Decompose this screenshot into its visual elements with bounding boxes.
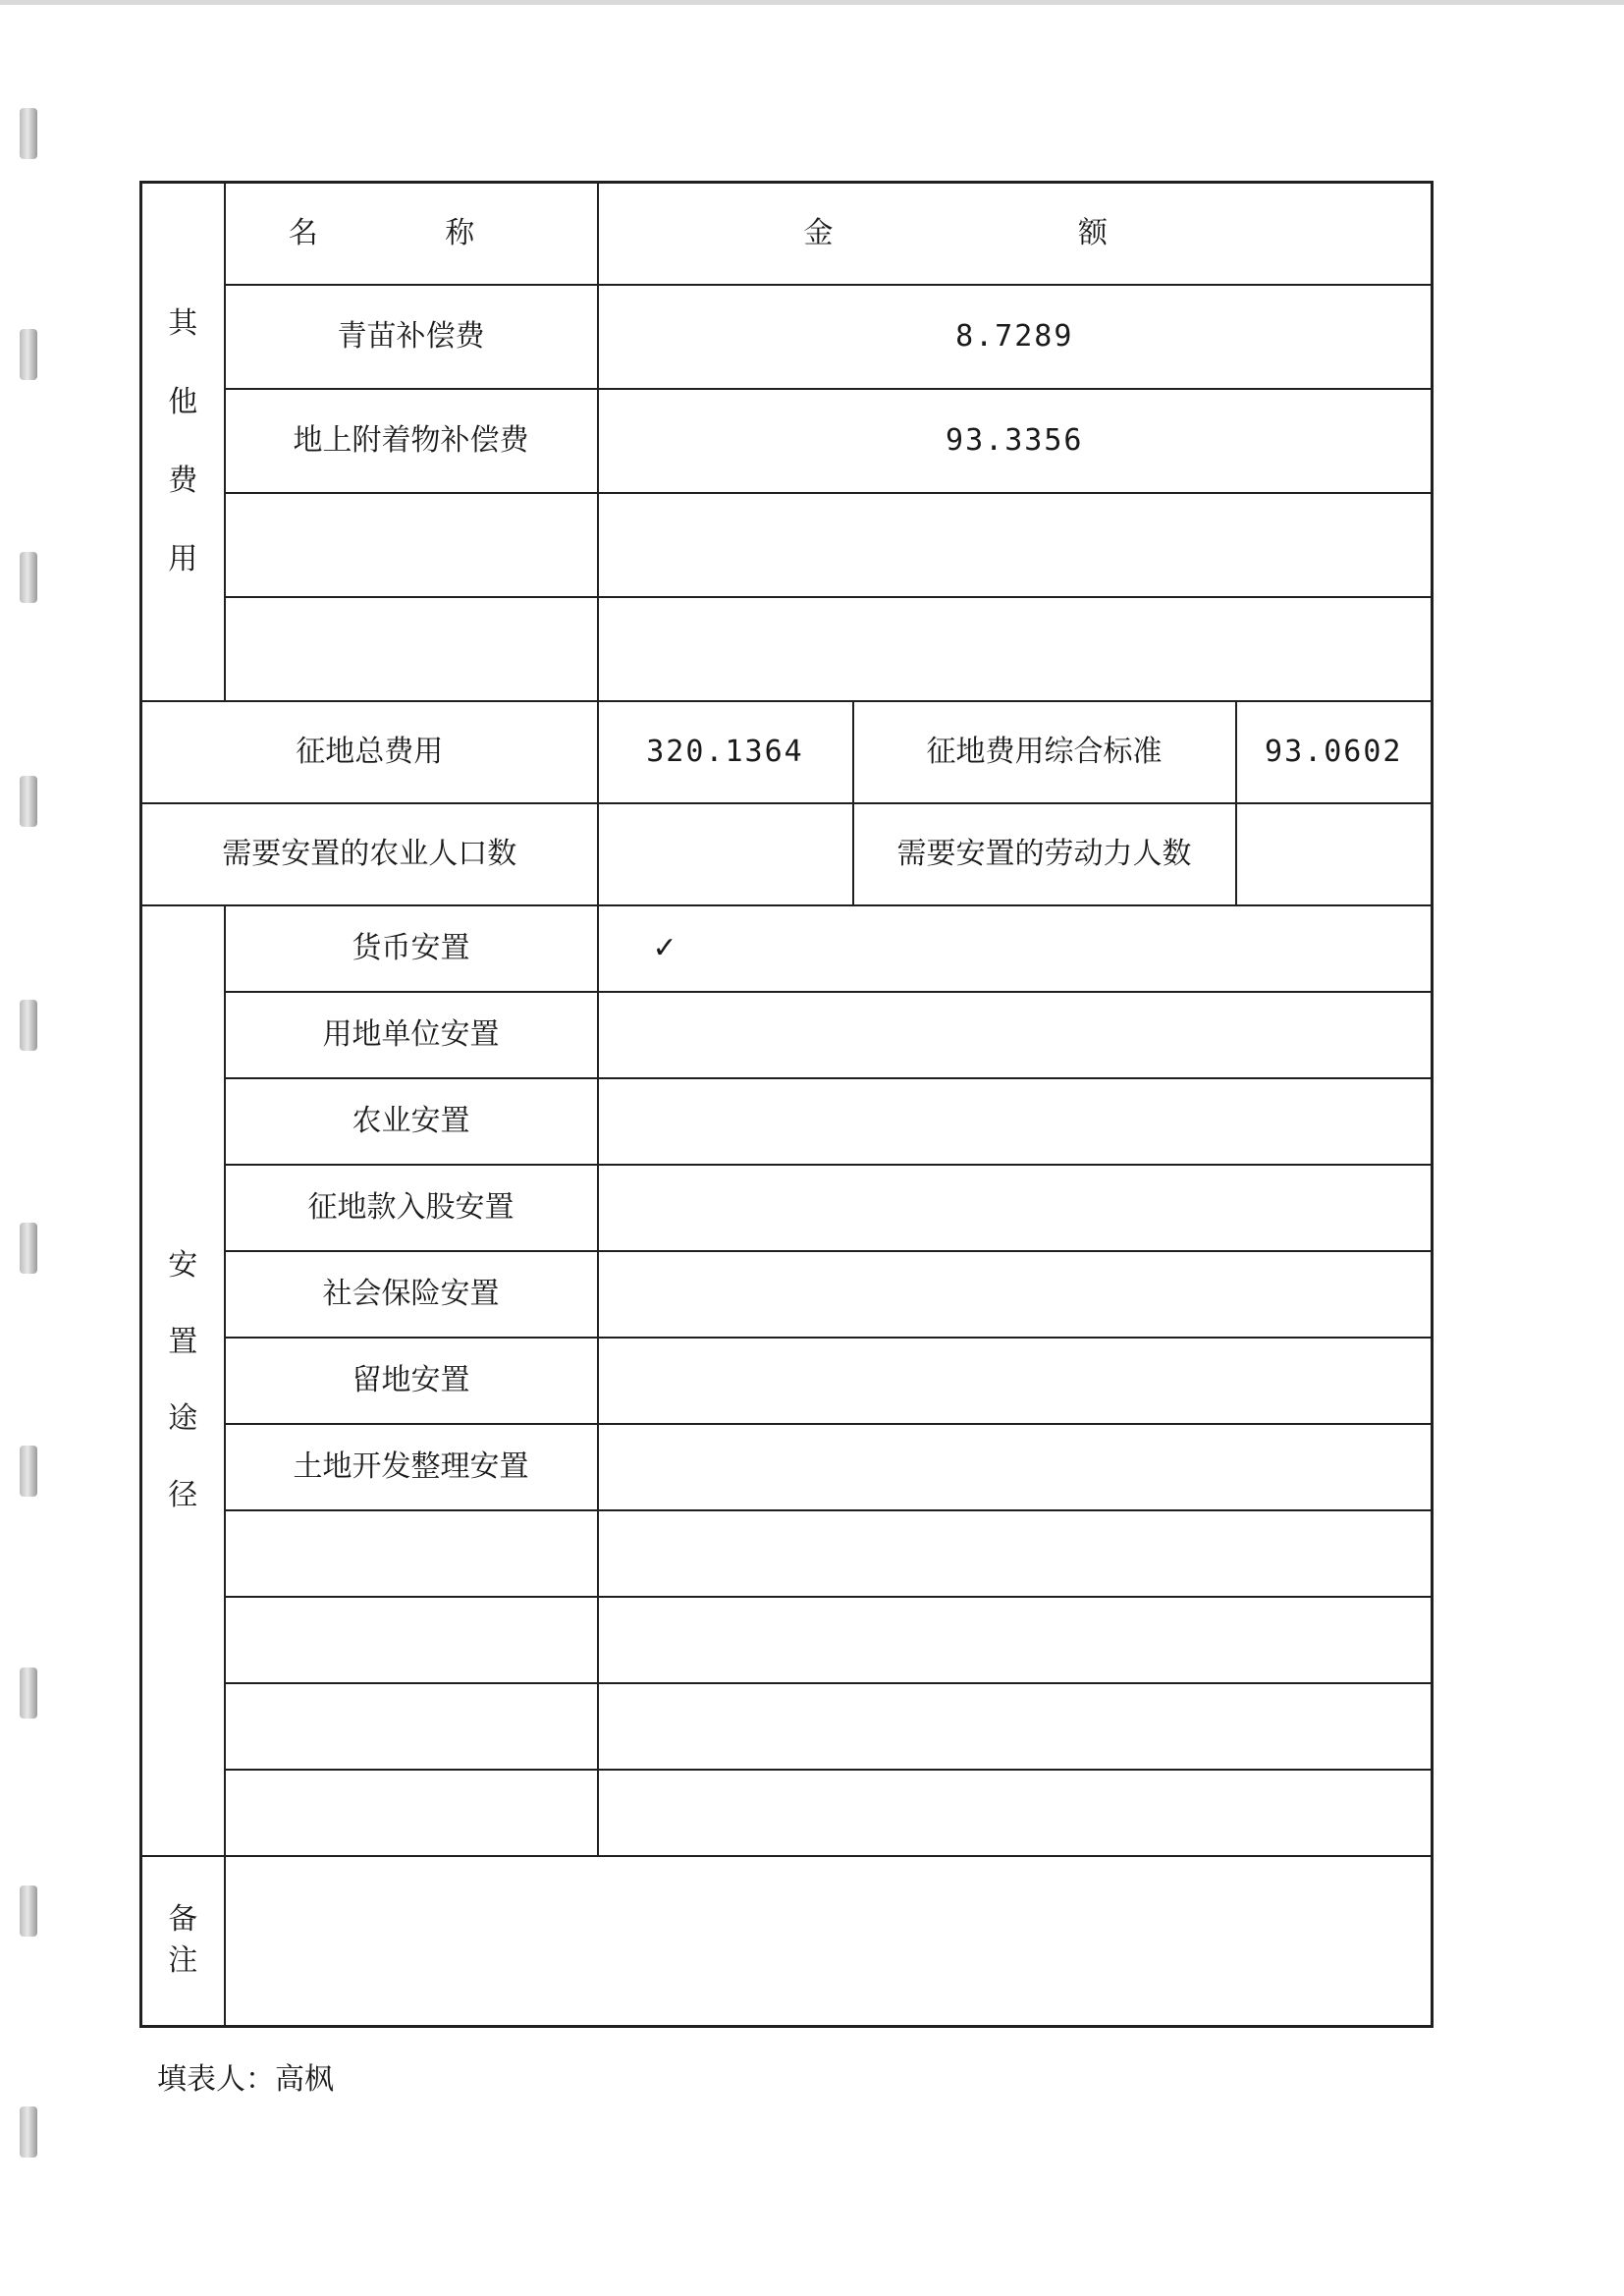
resettlement-method: 征地款入股安置 — [225, 1165, 598, 1251]
total-fee-value: 320.1364 — [598, 701, 853, 803]
resettlement-method: 社会保险安置 — [225, 1251, 598, 1338]
resettlement-method: 留地安置 — [225, 1338, 598, 1424]
resettlement-method: 用地单位安置 — [225, 992, 598, 1078]
resettlement-check-cell — [598, 1597, 1433, 1683]
fee-name-cell: 地上附着物补偿费 — [225, 389, 598, 493]
binder-hole — [20, 1886, 37, 1937]
resettlement-check-cell — [598, 992, 1433, 1078]
scan-edge — [0, 0, 1624, 5]
standard-value: 93.0602 — [1236, 701, 1433, 803]
resettlement-method — [225, 1683, 598, 1770]
binder-hole — [20, 329, 37, 380]
labor-count-label: 需要安置的劳动力人数 — [853, 803, 1236, 905]
resettlement-check-cell — [598, 1165, 1433, 1251]
binder-hole — [20, 2106, 37, 2158]
resettlement-method: 货币安置 — [225, 905, 598, 992]
fee-name-cell — [225, 597, 598, 701]
binder-hole — [20, 1446, 37, 1497]
form-filler — [157, 2054, 334, 2098]
agri-population-value — [598, 803, 853, 905]
filler-label: 填表人： — [157, 2062, 275, 2097]
fee-amount-cell: 93.3356 — [598, 389, 1433, 493]
filler-name: 高枫 — [275, 2062, 334, 2097]
other-fees-group-label: 其 他 费 用 — [141, 183, 225, 701]
remarks-value — [225, 1856, 1433, 2027]
resettlement-check-cell — [598, 1510, 1433, 1597]
land-acquisition-fee-table — [139, 181, 1434, 2028]
standard-label: 征地费用综合标准 — [853, 701, 1236, 803]
binder-hole — [20, 108, 37, 159]
resettlement-method — [225, 1597, 598, 1683]
total-fee-label: 征地总费用 — [141, 701, 598, 803]
resettlement-check-cell — [598, 1770, 1433, 1856]
fee-amount-cell: 8.7289 — [598, 285, 1433, 389]
binder-hole — [20, 776, 37, 827]
resettlement-method: 土地开发整理安置 — [225, 1424, 598, 1510]
resettlement-group-label: 安 置 途 径 — [141, 905, 225, 1856]
binder-hole — [20, 552, 37, 603]
resettlement-check-cell — [598, 1683, 1433, 1770]
resettlement-check-cell — [598, 1424, 1433, 1510]
fee-name-cell: 青苗补偿费 — [225, 285, 598, 389]
binder-hole — [20, 1223, 37, 1274]
resettlement-method — [225, 1770, 598, 1856]
resettlement-check-cell — [598, 1338, 1433, 1424]
resettlement-check-cell: ✓ — [598, 905, 1433, 992]
resettlement-check-cell — [598, 1251, 1433, 1338]
agri-population-label: 需要安置的农业人口数 — [141, 803, 598, 905]
header-name: 名 称 — [225, 183, 598, 285]
resettlement-method: 农业安置 — [225, 1078, 598, 1165]
binder-hole — [20, 1667, 37, 1719]
resettlement-method — [225, 1510, 598, 1597]
fee-name-cell — [225, 493, 598, 597]
fee-amount-cell — [598, 597, 1433, 701]
remarks-label: 备 注 — [141, 1856, 225, 2027]
labor-count-value — [1236, 803, 1433, 905]
header-amount: 金 额 — [598, 183, 1433, 285]
fee-amount-cell — [598, 493, 1433, 597]
binder-hole — [20, 1000, 37, 1051]
resettlement-check-cell — [598, 1078, 1433, 1165]
